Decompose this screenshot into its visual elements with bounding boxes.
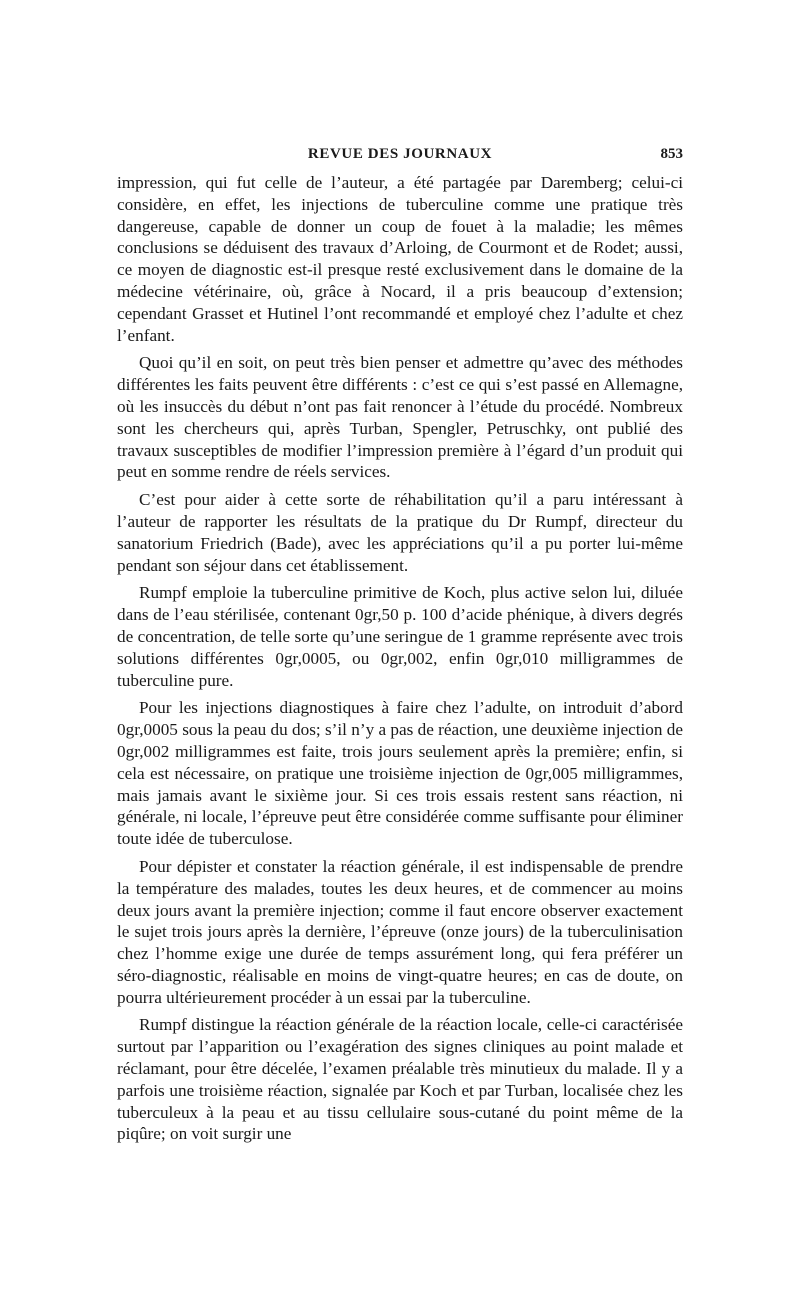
paragraph: Quoi qu’il en soit, on peut très bien penser et admettre qu’avec des méthodes différentes les faits peuvent être différents : c’est ce qui s’est passé en Allemagne, où les insuccès du début n’ont pas fait renoncer à l’étude du procédé. Nombreux sont les chercheurs qui, après Turban, Spengler, Petruschky, ont publié des travaux susceptibles de modifier l’impression première à l’égard d’un produit qui peut en somme rendre de réels services.	[117, 353, 683, 482]
paragraph: Pour les injections diagnostiques à faire chez l’adulte, on introduit d’abord 0gr,0005 sous la peau du dos; s’il n’y a pas de réaction, une deuxième injection de 0gr,002 milligrammes est faite, trois jours seulement après la première; enfin, si cela est nécessaire, on pratique une troisième injection de 0gr,005 milligrammes, mais jamais avant le sixième jour. Si ces trois essais restent sans réaction, ni générale, ni locale, l’épreuve peut être considérée comme suffisante pour éliminer toute idée de tuberculose.	[117, 698, 683, 849]
running-title: REVUE DES JOURNAUX	[307, 146, 493, 162]
paragraph: Pour dépister et constater la réaction générale, il est indispensable de prendre la température des malades, toutes les deux heures, et de commencer au moins deux jours avant la première injection; comme il faut encore observer exactement le sujet trois jours après la dernière, l’épreuve (onze jours) de la tuberculinisation chez l’homme exige une durée de temps assurément long, qui fera préférer un séro-diagnostic, réalisable en moins de vingt-quatre heures; en cas de doute, on pourra ultérieurement procéder à un essai par la tuberculine.	[117, 856, 683, 1007]
body-text	[117, 172, 683, 1151]
page-header	[117, 146, 683, 168]
paragraph: Rumpf distingue la réaction générale de la réaction locale, celle-ci caractérisée surtout par l’apparition ou l’exagération des signes cliniques au point malade et réclamant, pour être décelée, l’examen préalable très minutieux du malade. Il y a parfois une troisième réaction, signalée par Koch et par Turban, localisée chez les tuberculeux à la peau et au tissu cellulaire sous-cutané du point même de la piqûre; on voit surgir une	[117, 1015, 683, 1144]
page-number: 853	[660, 146, 683, 162]
paragraph: Rumpf emploie la tuberculine primitive de Koch, plus active selon lui, diluée dans de l’eau stérilisée, contenant 0gr,50 p. 100 d’acide phénique, à divers degrés de concentration, de telle sorte qu’une seringue de 1 gramme représente avec trois solutions différentes 0gr,0005, ou 0gr,002, enfin 0gr,010 milligrammes de tuberculine pure.	[117, 583, 683, 690]
paragraph: impression, qui fut celle de l’auteur, a été partagée par Daremberg; celui-ci considère, en effet, les injections de tuberculine comme une pratique très dangereuse, capable de donner un coup de fouet à la maladie; les mêmes conclusions se déduisent des travaux d’Arloing, de Courmont et de Rodet; aussi, ce moyen de diagnostic est-il presque resté exclusivement dans le domaine de la médecine vétérinaire, où, grâce à Nocard, il a pris beaucoup d’extension; cependant Grasset et Hutinel l’ont recommandé et employé chez l’adulte et chez l’enfant.	[117, 173, 683, 345]
paragraph: C’est pour aider à cette sorte de réhabilitation qu’il a paru intéressant à l’auteur de rapporter les résultats de la pratique du Dr Rumpf, directeur du sanatorium Friedrich (Bade), avec les appréciations qu’il a pu porter lui-même pendant son séjour dans cet établissement.	[117, 490, 683, 575]
